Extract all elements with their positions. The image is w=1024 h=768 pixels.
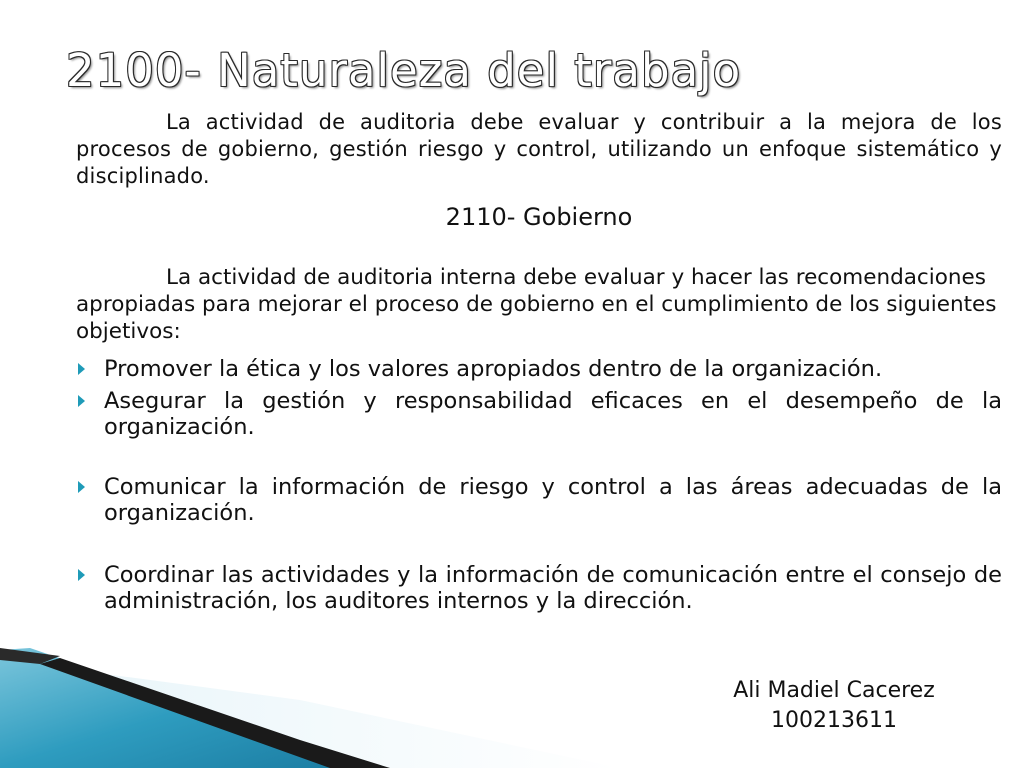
decor-thin-stripe (0, 648, 60, 664)
list-item-text: Asegurar la gestión y responsabilidad eficaces en el desempeño de la organización. (104, 388, 1002, 440)
triangle-right-icon (78, 395, 85, 407)
author-block (700, 676, 968, 736)
author-name: Ali Madiel Cacerez (733, 678, 935, 703)
intro-paragraph: La actividad de auditoria debe evaluar y contribuir a la mejora de los procesos de gobierno, gestión riesgo y control, utilizando un enfoque sistemático y disciplinado. (76, 110, 1002, 188)
author-id: 100213611 (771, 708, 897, 733)
triangle-right-icon (78, 569, 85, 581)
section-paragraph: La actividad de auditoria interna debe evaluar y hacer las recomendaciones apropiadas para mejorar el proceso de gobierno en el cumplimiento de los siguientes objetivos: (76, 264, 997, 344)
decor-teal-band (0, 648, 380, 768)
objectives-list (76, 356, 1002, 614)
list-item (76, 474, 1002, 526)
decor-dark-stripe (40, 658, 390, 768)
triangle-right-icon (78, 363, 85, 375)
slide-title: 2100- Naturaleza del trabajo (66, 44, 742, 98)
decor-light-band (0, 660, 620, 768)
list-item (76, 388, 1002, 440)
list-item (76, 356, 1002, 382)
triangle-right-icon (78, 481, 85, 493)
list-item-text: Promover la ética y los valores apropiados dentro de la organización. (104, 356, 883, 382)
list-item (76, 562, 1002, 614)
list-item-text: Comunicar la información de riesgo y control a las áreas adecuadas de la organización. (104, 474, 1002, 526)
list-item-text: Coordinar las actividades y la información de comunicación entre el consejo de administración, los auditores internos y la dirección. (104, 562, 1002, 614)
section-subtitle: 2110- Gobierno (445, 203, 633, 231)
